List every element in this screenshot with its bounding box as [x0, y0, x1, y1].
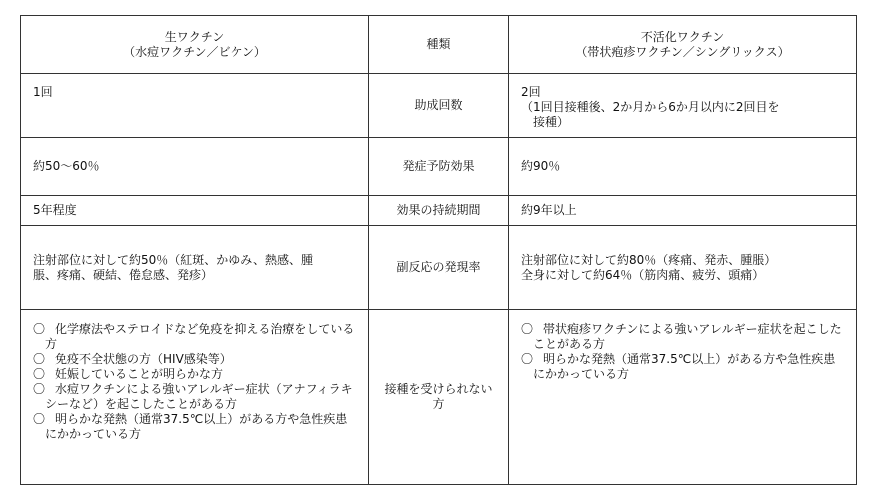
circle-bullet-icon: 〇 [33, 382, 46, 396]
inactivated-ineligible-cell [509, 310, 857, 485]
live-duration-cell [21, 196, 369, 226]
circle-bullet-icon: 〇 [521, 322, 534, 336]
circle-bullet-icon: 〇 [33, 412, 46, 426]
row-label-efficacy: 発症予防効果 [369, 138, 509, 196]
inactivated-subsidy-count-cell [509, 74, 857, 138]
row-label-ineligible: 接種を受けられない方 [369, 310, 509, 485]
live-vaccine-title: 生ワクチン [164, 29, 225, 44]
inactivated-side-effects-local: 注射部位に対して約80％（疼痛、発赤、腫脹） [521, 252, 777, 267]
table-row-efficacy [21, 138, 857, 196]
circle-bullet-icon: 〇 [33, 367, 46, 381]
list-item: 〇 水痘ワクチンによる強いアレルギー症状（アナフィラキシーなど）を起こしたことがある方 [33, 382, 353, 411]
vaccine-comparison-table [20, 15, 857, 485]
list-item: 〇 明らかな発熱（通常37.5℃以上）がある方や急性疾患にかかっている方 [521, 352, 836, 381]
live-ineligible-cell [21, 310, 369, 485]
list-item: 〇 化学療法やステロイドなど免疫を抑える治療をしている方 [33, 322, 355, 351]
live-efficacy-cell [21, 138, 369, 196]
live-efficacy: 約50～60％ [33, 159, 100, 173]
circle-bullet-icon: 〇 [521, 352, 534, 366]
live-side-effects-line1: 注射部位に対して約50％（紅斑、かゆみ、熱感、腫 [33, 252, 313, 267]
list-item: 〇 妊娠していることが明らかな方 [33, 367, 224, 381]
inactivated-side-effects-systemic: 全身に対して約64％（筋肉痛、疲労、頭痛） [521, 267, 765, 282]
inactivated-side-effects-cell [509, 226, 857, 310]
list-item: 〇 帯状疱疹ワクチンによる強いアレルギー症状を起こしたことがある方 [521, 322, 842, 351]
inactivated-efficacy: 約90％ [521, 159, 561, 173]
live-vaccine-header [21, 16, 369, 74]
inactivated-efficacy-cell [509, 138, 857, 196]
inactivated-duration: 約9年以上 [521, 203, 577, 217]
table-row-subsidy-count [21, 74, 857, 138]
inactivated-subsidy-count: 2回 [521, 85, 541, 99]
circle-bullet-icon: 〇 [33, 322, 46, 336]
table-row-ineligible [21, 310, 857, 485]
header-row [21, 16, 857, 74]
inactivated-duration-cell [509, 196, 857, 226]
type-label: 種類 [426, 37, 451, 51]
live-subsidy-count-cell [21, 74, 369, 138]
table-row-duration [21, 196, 857, 226]
list-item: 〇 免疫不全状態の方（HIV感染等） [33, 352, 232, 366]
circle-bullet-icon: 〇 [33, 352, 46, 366]
inactivated-subsidy-note-cont: 接種） [533, 115, 570, 129]
live-duration: 5年程度 [33, 203, 77, 217]
row-label-side-effects: 副反応の発現率 [369, 226, 509, 310]
row-label-duration: 効果の持続期間 [369, 196, 509, 226]
live-side-effects-cell [21, 226, 369, 310]
inactivated-vaccine-header [509, 16, 857, 74]
inactivated-vaccine-title: 不活化ワクチン [640, 29, 725, 44]
row-label-subsidy-count: 助成回数 [369, 74, 509, 138]
inactivated-subsidy-note: （1回目接種後、2か月から6か月以内に2回目を [521, 100, 780, 114]
table-row-side-effects [21, 226, 857, 310]
inactivated-vaccine-subtitle: （帯状疱疹ワクチン／シングリックス） [575, 44, 790, 59]
live-subsidy-count: 1回 [33, 85, 53, 99]
live-vaccine-subtitle: （水痘ワクチン／ビケン） [123, 44, 266, 59]
type-header [369, 16, 509, 74]
live-side-effects-line2: 脹、疼痛、硬結、倦怠感、発疹） [33, 267, 214, 282]
list-item: 〇 明らかな発熱（通常37.5℃以上）がある方や急性疾患にかかっている方 [33, 412, 348, 441]
